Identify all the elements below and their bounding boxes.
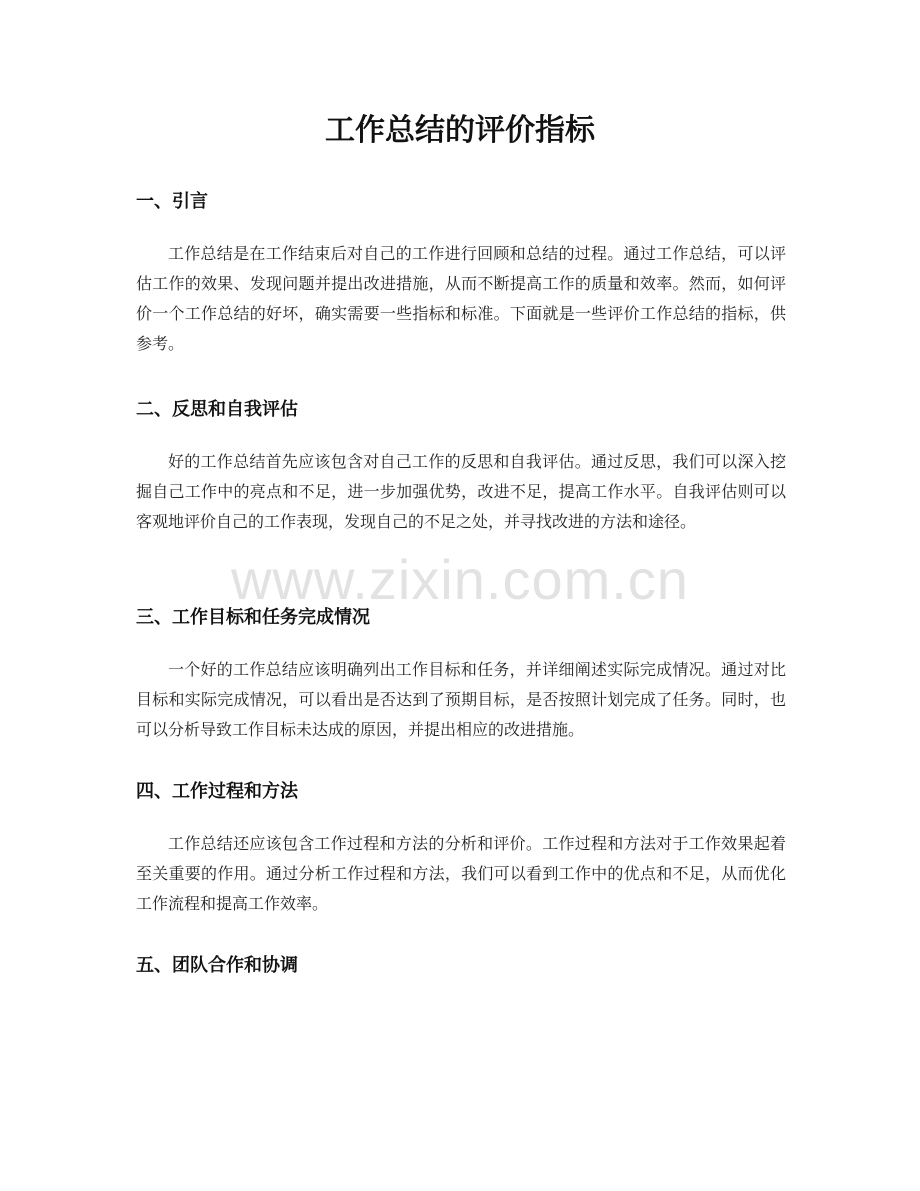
section-paragraph: 工作总结还应该包含工作过程和方法的分析和评价。工作过程和方法对于工作效果起着至关重要的作用。通过分析工作过程和方法，我们可以看到工作中的优点和不足，从而优化工作流程和提高工作效率。 [136,834,786,913]
section-teamwork [136,953,786,979]
section-heading: 三、工作目标和任务完成情况 [136,607,370,628]
section-paragraph: 工作总结是在工作结束后对自己的工作进行回顾和总结的过程。通过工作总结，可以评估工作的效果、发现问题并提出改进措施，从而不断提高工作的质量和效率。然而，如何评价一个工作总结的好坏，确实需要一些指标和标准。下面就是一些评价工作总结的指标，供参考。 [136,244,786,353]
section-paragraph: 一个好的工作总结应该明确列出工作目标和任务，并详细阐述实际完成情况。通过对比目标和实际完成情况，可以看出是否达到了预期目标，是否按照计划完成了任务。同时，也可以分析导致工作目标未达成的原因，并提出相应的改进措施。 [136,660,786,739]
watermark: www.zixin.com.cn [231,548,689,611]
section-heading: 二、反思和自我评估 [136,399,298,420]
section-heading: 四、工作过程和方法 [136,781,298,802]
section-paragraph: 好的工作总结首先应该包含对自己工作的反思和自我评估。通过反思，我们可以深入挖掘自己工作中的亮点和不足，进一步加强优势，改进不足，提高工作水平。自我评估则可以客观地评价自己的工作表现，发现自己的不足之处，并寻找改进的方法和途径。 [136,452,786,531]
section-process [136,779,786,919]
section-heading: 一、引言 [136,191,208,212]
section-introduction [136,189,786,359]
section-goals [136,605,786,745]
section-heading: 五、团队合作和协调 [136,955,298,976]
section-reflection [136,397,786,537]
document-title: 工作总结的评价指标 [325,113,595,148]
